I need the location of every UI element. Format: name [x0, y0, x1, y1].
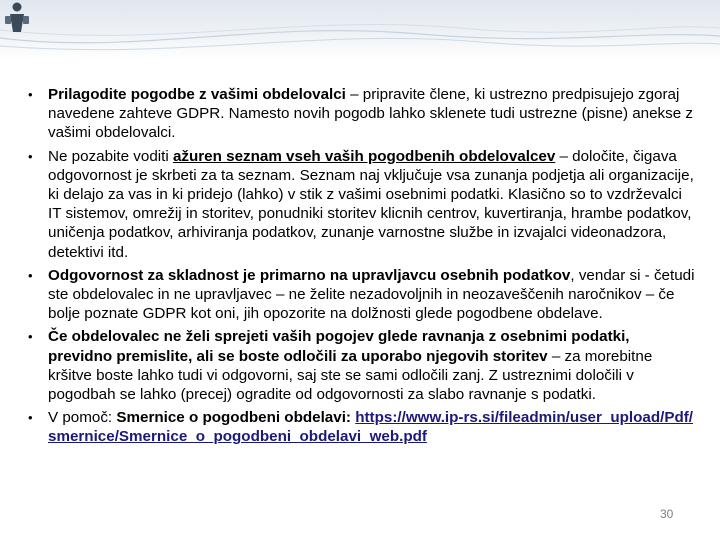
bullet-list	[28, 85, 696, 447]
bullet-dot-icon: •	[28, 87, 33, 102]
bullet-text: Če obdelovalec ne želi sprejeti vaših pogojev glede ravnanja z osebnimi podatki, previdno premislite, ali se boste odločili za uporabo njegovih storitev	[48, 328, 630, 365]
bullet-item	[28, 85, 696, 143]
bullet-text: Smernice o pogodbeni obdelavi:	[116, 409, 351, 427]
bullet-dot-icon: •	[28, 410, 33, 426]
guidelines-link[interactable]: https://www.ip-rs.si/fileadmin/user_upload/Pdf/smernice/Smernice_o_pogodbeni_obdelavi_web.pdf	[48, 409, 694, 446]
header-wave-decoration	[0, 0, 720, 60]
bullet-dot-icon: •	[28, 148, 33, 164]
bullet-item	[28, 408, 696, 446]
bullet-item	[28, 266, 696, 324]
bullet-text: – za morebitne kršitve boste lahko tudi vi odgovorni, saj ste se sami odločili zanj. Z ustreznimi določili v pogodbah se lahko (precej) ogradite od odgovornosti za slabo ravnanje s podatki.	[48, 347, 653, 404]
bullet-text: – pripravite člene, ki ustrezno predpisujejo zgoraj navedene zahteve GDPR. Namesto novih pogodb lahko sklenete tudi ustrezne (pisne) anekse z vašimi obdelovalci.	[48, 86, 694, 142]
bullet-dot-icon: •	[28, 267, 33, 283]
bullet-text: Prilagodite pogodbe z vašimi obdelovalci	[48, 86, 346, 103]
page-number: 30	[660, 507, 674, 521]
person-logo-icon	[0, 0, 34, 34]
bullet-item	[28, 327, 696, 404]
slide-content	[28, 85, 696, 451]
bullet-text: Odgovornost za skladnost je primarno na upravljavcu osebnih podatkov	[48, 266, 571, 284]
bullet-text: Ne pozabite voditi	[48, 147, 173, 165]
bullet-text: – določite, čigava odgovornost je skrbeti za ta seznam. Seznam naj vključuje vsa zunanja podjetja ali organizacije, ki delajo za vas in ki pridejo (lahko) v stik z vašimi osebnimi podatki. Klasično so to vzdrževalci IT sistemov, omrežij in storitev, ponudniki storitev klicnih centrov, kuvertiranja, hrambe podatkov, uničenja podatkov, arhiviranja podatkov, zunanje varnostne službe in izvajalci videonadzora, detektivi itd.	[48, 147, 694, 261]
bullet-item	[28, 147, 696, 262]
bullet-text: V pomoč:	[48, 409, 117, 427]
header-band	[0, 0, 720, 60]
bullet-text: ažuren seznam vseh vaših pogodbenih obdelovalcev	[172, 147, 556, 165]
bullet-dot-icon: •	[28, 329, 33, 345]
bullet-text: , vendar si - četudi ste obdelovalec in ne upravljavec – ne želite nezadovoljnih in neozaveščenih naročnikov – če bolje poznate GDPR kot oni, jih opozorite na dolžnosti glede pogodbene obdelave.	[48, 266, 695, 323]
